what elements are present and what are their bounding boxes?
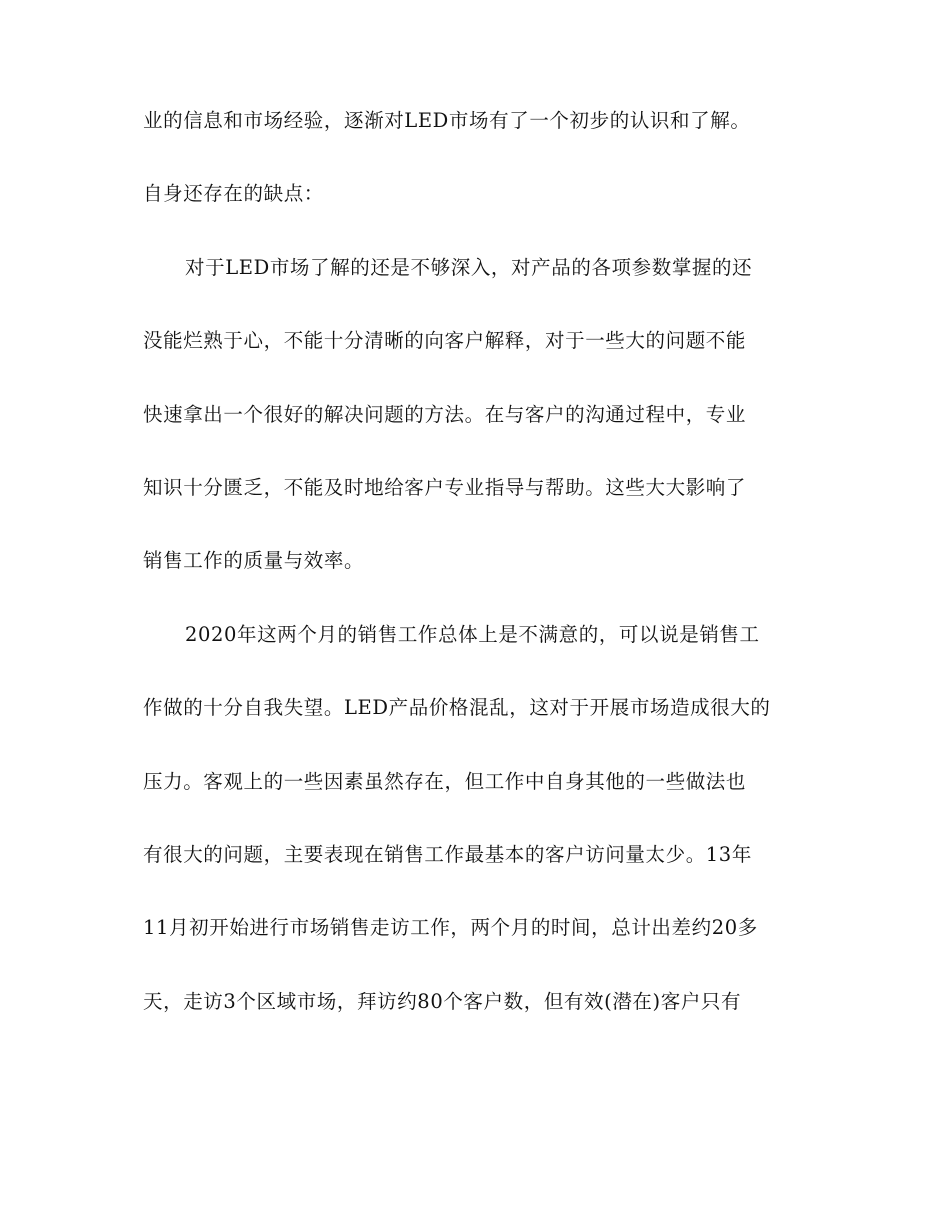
text-line: 业的信息和市场经验，逐渐对LED市场有了一个初步的认识和了解。 — [143, 109, 751, 132]
text-line: 知识十分匮乏，不能及时地给客户专业指导与帮助。这些大大影响了 — [143, 475, 747, 499]
text-line: 2020年这两个月的销售工作总体上是不满意的，可以说是销售工 — [185, 622, 760, 646]
text-line: 作做的十分自我失望。LED产品价格混乱，这对于开展市场造成很大的 — [143, 696, 771, 720]
text-line: 11月初开始进行市场销售走访工作，两个月的时间，总计出差约20多 — [143, 916, 758, 940]
text-line: 天，走访3个区域市场，拜访约80个客户数，但有效(潜在)客户只有 — [143, 989, 742, 1013]
section-heading: 自身还存在的缺点： — [143, 182, 324, 206]
text-line: 压力。客观上的一些因素虽然存在，但工作中自身其他的一些做法也 — [143, 769, 747, 793]
document-body — [143, 84, 813, 1038]
text-line: 有很大的问题，主要表现在销售工作最基本的客户访问量太少。13年 — [143, 842, 752, 866]
text-line: 快速拿出一个很好的解决问题的方法。在与客户的沟通过程中，专业 — [143, 402, 747, 426]
text-line: 销售工作的质量与效率。 — [143, 549, 365, 573]
text-line: 没能烂熟于心，不能十分清晰的向客户解释，对于一些大的问题不能 — [143, 329, 747, 353]
text-line: 对于LED市场了解的还是不够深入，对产品的各项参数掌握的还 — [185, 255, 753, 279]
